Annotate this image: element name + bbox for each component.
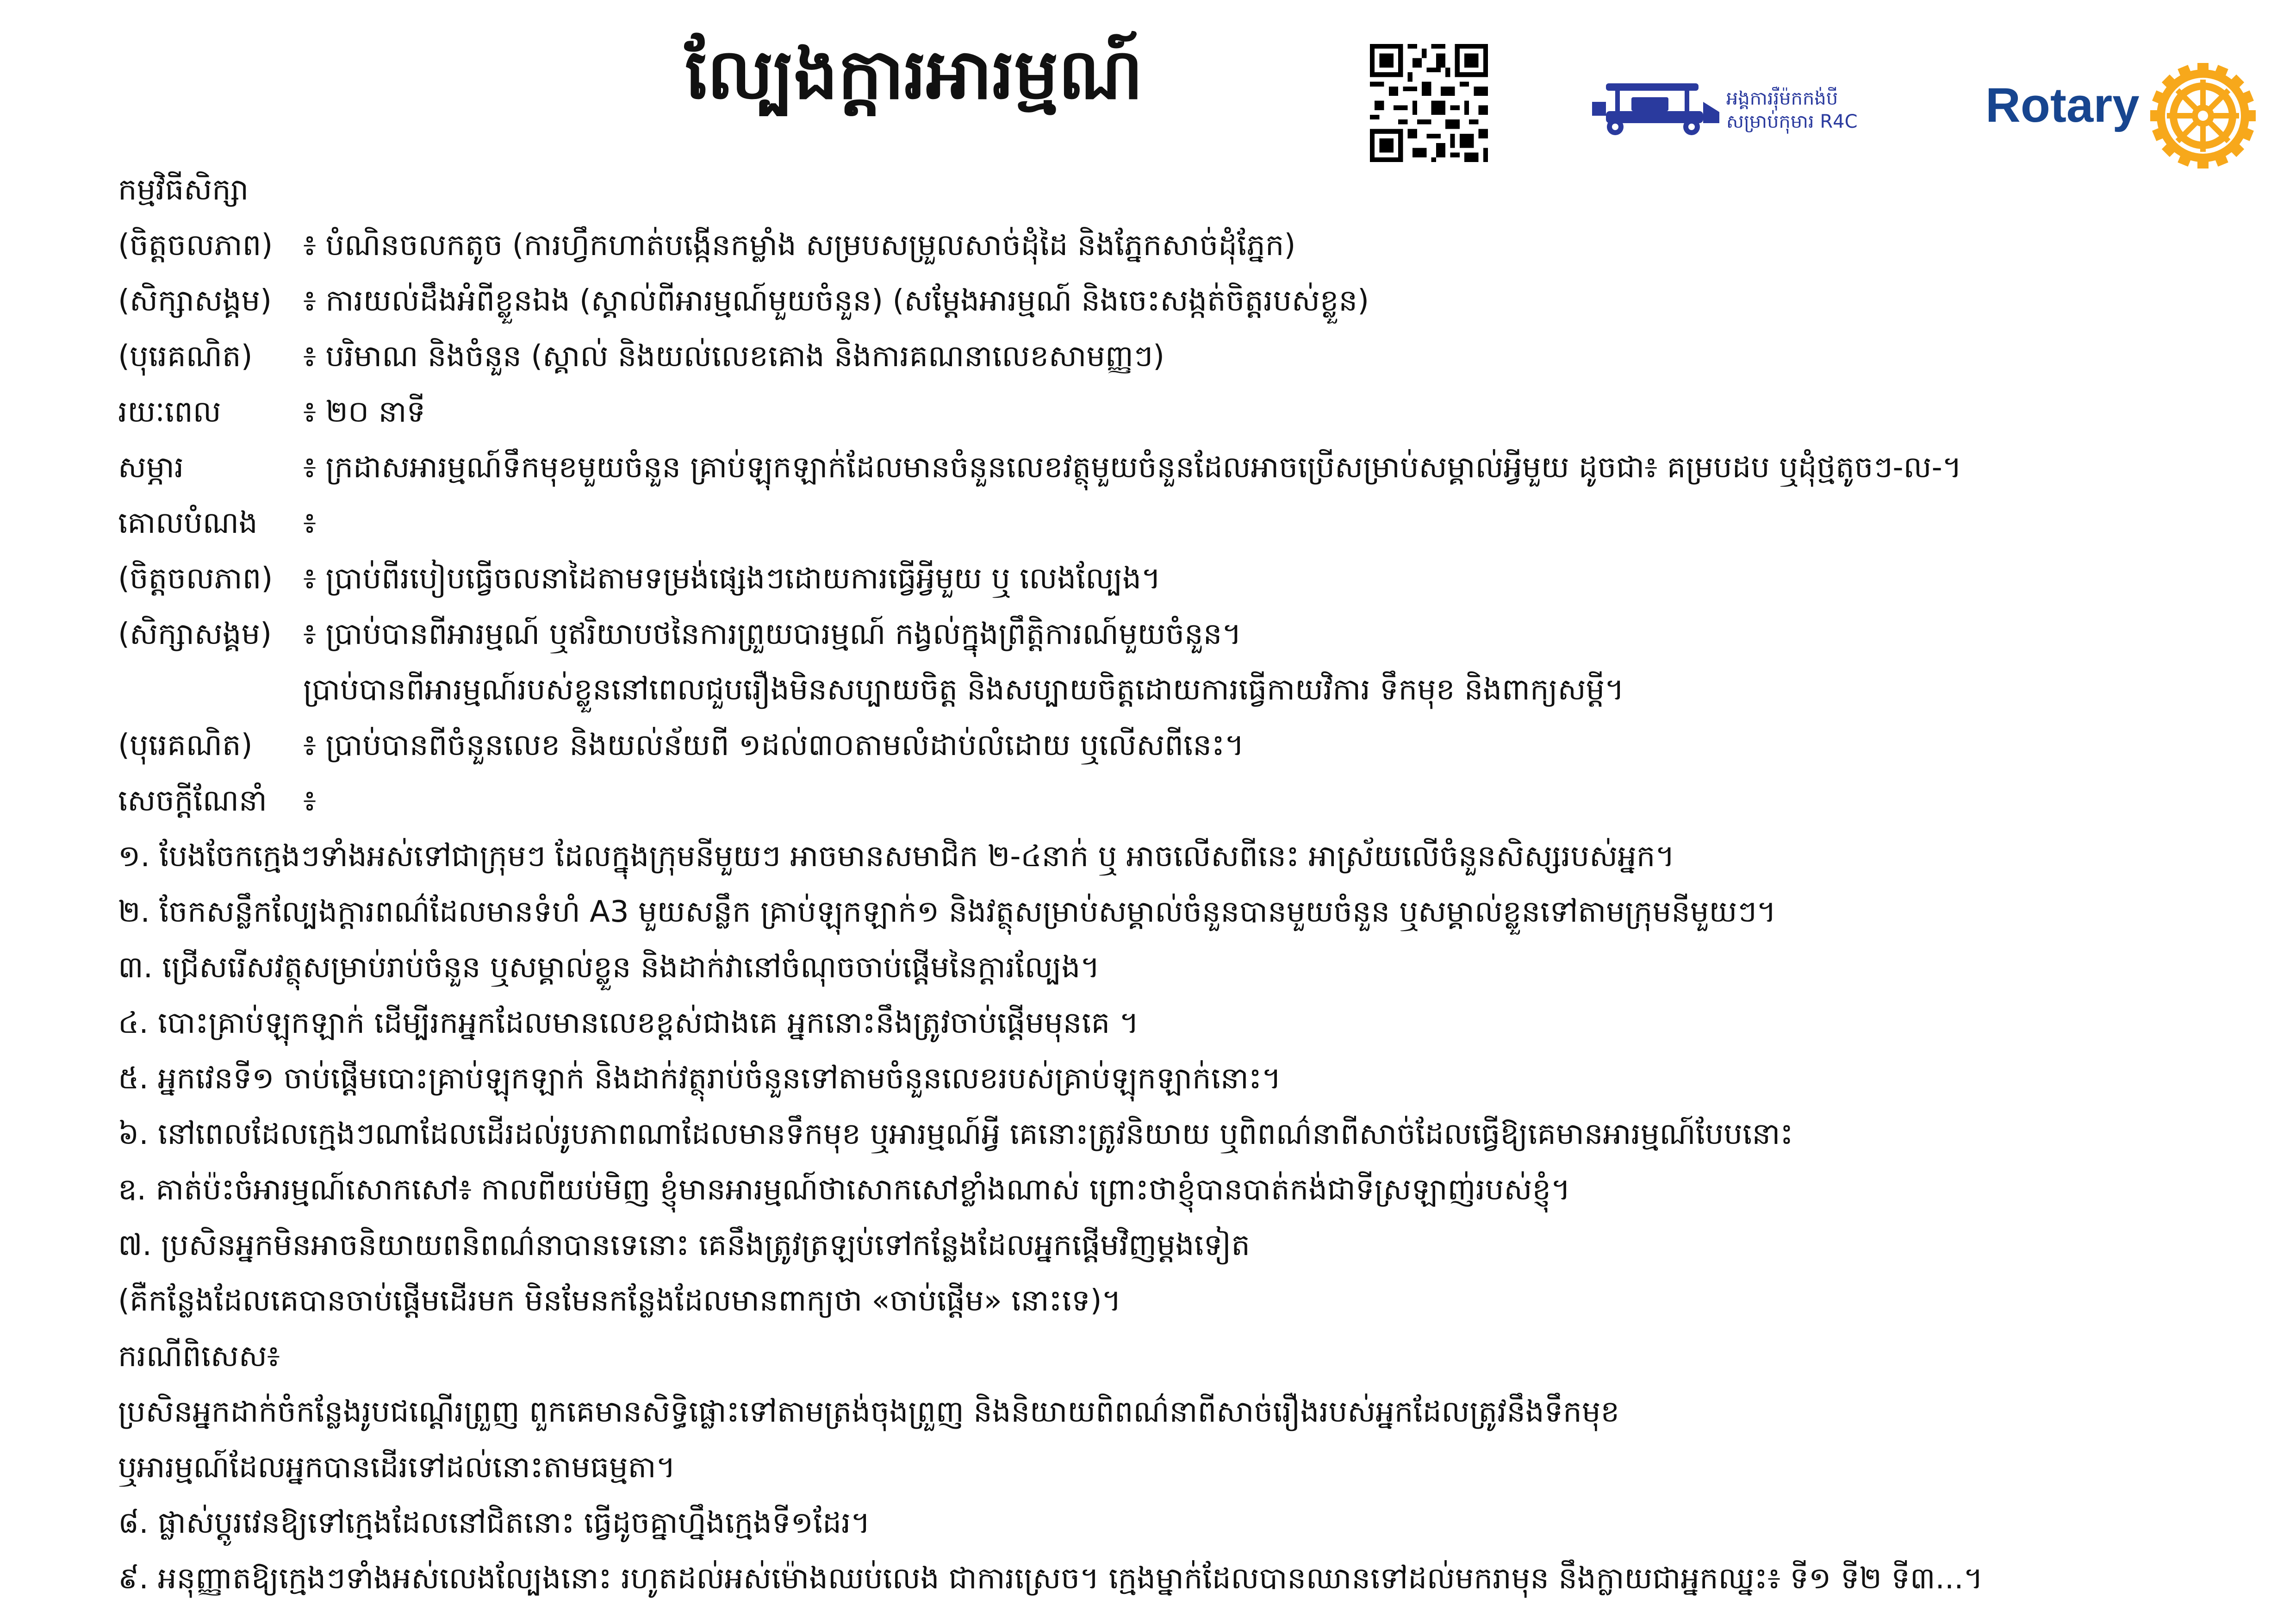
instruction-step: ១. បែងចែកក្មេងៗទាំងអស់ទៅជាក្រុមៗ ដែលក្នុងក្រុមនីមួយៗ អាចមានសមាជិក ២-៤នាក់ ឬ អាចលើសពីនេះ អាស្រ័យលើចំនួនសិស្សរបស់អ្នក។ [118, 839, 1675, 874]
page-title: ល្បែងក្តារអារម្មណ៍ [685, 33, 1143, 115]
program-item-label: (សិក្សាសង្គម) [118, 284, 272, 318]
instructions-colon: ៖ [303, 784, 317, 818]
instructions-heading-row [118, 773, 2228, 829]
objective-text: ៖ ប្រាប់បានពីអារម្មណ៍ ឬឥរិយាបថនៃការព្រួយបារម្មណ៍ កង្វល់ក្នុងព្រឹត្តិការណ៍មួយចំនួន។ [303, 617, 1242, 651]
qr-code-icon [1370, 44, 1488, 162]
objective-item [118, 551, 2228, 606]
program-item [118, 273, 2228, 329]
rotary-wordmark: Rotary [1985, 78, 2140, 132]
special-case-line: ឬអារម្មណ៍ដែលអ្នកបានដើរទៅដល់នោះតាមធម្មតា។ [118, 1450, 676, 1485]
objective-item [118, 718, 2228, 773]
program-item-text: ៖ បំណិនចលកតូច (ការហ្វឹកហាត់បង្កើនកម្លាំង សម្របសម្រួលសាច់ដុំដៃ និងភ្នែកសាច់ដុំភ្នែក) [303, 228, 1296, 262]
instruction-step: ២. ចែកសន្លឹកល្បែងក្តារពណ៌ដែលមានទំហំ A3 មួយសន្លឹក គ្រាប់ឡុកឡាក់១ និងវត្ថុសម្រាប់សម្គាល់ចំនួនបានមួយចំនួន ឬសម្គាល់ខ្លួនទៅតាមក្រុមនីមួយៗ។ [118, 895, 1776, 929]
objectives-heading-row [118, 495, 2228, 551]
objectives-heading: គោលបំណង [118, 506, 258, 540]
instruction-step: ៤. បោះគ្រាប់ឡុកឡាក់ ដើម្បីរកអ្នកដែលមានលេខខ្ពស់ជាងគេ អ្នកនោះនឹងត្រូវចាប់ផ្តើមមុនគេ ។ [118, 1006, 1139, 1040]
r4c-logo [1587, 69, 1911, 153]
duration-text: ៖ ២០ នាទី [303, 395, 426, 429]
objective-label: (ចិត្តចលភាព) [118, 562, 273, 596]
materials-text: ៖ ក្រដាសអារម្មណ៍ទឹកមុខមួយចំនួន គ្រាប់ឡុកឡាក់ដែលមានចំនួនលេខវត្ថុមួយចំនួនដែលអាចប្រើសម្រាប់សម្គាល់អ្វីមួយ ដូចជា៖ គម្របដប ឬដុំថ្មតូចៗ-ល-។ [303, 450, 1962, 485]
objective-text: ប្រាប់បានពីអារម្មណ៍របស់ខ្លួននៅពេលជួបរឿងមិនសប្បាយចិត្ត និងសប្បាយចិត្តដោយការធ្វើកាយវិការ ទឹកមុខ និងពាក្យសម្តី។ [303, 673, 1624, 707]
objective-item-continued [118, 662, 2228, 718]
program-item-text: ៖ ការយល់ដឹងអំពីខ្លួនឯង (ស្គាល់ពីអារម្មណ៍មួយចំនួន) (សម្តែងអារម្មណ៍ និងចេះសង្កត់ចិត្តរបស់ខ្លួន) [303, 284, 1369, 318]
page-header [0, 0, 2296, 153]
materials-row [118, 440, 2228, 495]
program-heading: កម្មវិធីសិក្សា [118, 173, 249, 207]
document-body [118, 162, 2228, 1606]
rotary-wheel-icon [2150, 62, 2256, 169]
objective-item [118, 606, 2228, 662]
duration-row [118, 384, 2228, 440]
objective-label: (សិក្សាសង្គម) [118, 617, 272, 651]
instruction-step: ៨. ផ្លាស់ប្តូរវេនឱ្យទៅក្មេងដែលនៅជិតនោះ ធ្វើដូចគ្នាហ្នឹងក្មេងទី១ដែរ។ [118, 1506, 871, 1540]
special-case-line: ប្រសិនអ្នកដាក់ចំកន្លែងរូបជណ្តើរព្រួញ ពួកគេមានសិទ្ធិផ្លោះទៅតាមត្រង់ចុងព្រួញ និងនិយាយពិពណ៌នាពីសាច់រឿងរបស់អ្នកដែលត្រូវនឹងទឹកមុខ [118, 1395, 1620, 1429]
duration-label: រយៈពេល [118, 395, 221, 429]
program-item-text: ៖ បរិមាណ និងចំនួន (ស្គាល់ និងយល់លេខគោង និងការគណនាលេខសាមញ្ញៗ) [303, 339, 1165, 374]
program-item-label: (ចិត្តចលភាព) [118, 228, 273, 262]
rotary-logo [1985, 60, 2263, 176]
objective-label: (បុរេគណិត) [118, 728, 253, 762]
objective-text: ៖ ប្រាប់បានពីចំនួនលេខ និងយល់ន័យពី ១ដល់៣០តាមលំដាប់លំដោយ ឬលើសពីនេះ។ [303, 728, 1244, 762]
program-item [118, 218, 2228, 273]
instruction-step: ៣. ជ្រើសរើសវត្ថុសម្រាប់រាប់ចំនួន ឬសម្គាល់ខ្លួន និងដាក់វានៅចំណុចចាប់ផ្តើមនៃក្តារល្បែង។ [118, 950, 1100, 985]
instructions-heading: សេចក្តីណែនាំ [118, 784, 267, 818]
instruction-step: ៩. អនុញ្ញាតឱ្យក្មេងៗទាំងអស់លេងល្បែងនោះ រហូតដល់អស់ម៉ោងឈប់លេង ជាការស្រេច។ ក្មេងម្នាក់ដែលបានឈានទៅដល់មករាមុន នឹងក្លាយជាអ្នកឈ្នះ៖ ទី១ ទី២ ទី៣...។ [118, 1562, 1983, 1596]
instruction-step: ៧. ប្រសិនអ្នកមិនអាចនិយាយពនិពណ៌នាបានទេនោះ គេនឹងត្រូវត្រឡប់ទៅកន្លែងដែលអ្នកផ្តើមវិញម្តងទៀត [118, 1228, 1251, 1262]
tuk-tuk-icon [1587, 69, 1722, 139]
objective-text: ៖ ប្រាប់ពីរបៀបធ្វើចលនាដៃតាមទម្រង់ផ្សេងៗដោយការធ្វើអ្វីមួយ ឬ លេងល្បែង។ [303, 562, 1161, 596]
instruction-example: ឧ. គាត់ប៉ះចំអារម្មណ៍សោកសៅ៖ កាលពីយប់មិញ ខ្ញុំមានអារម្មណ៍ថាសោកសៅខ្លាំងណាស់ ព្រោះថាខ្ញុំបានបាត់កង់ជាទីស្រឡាញ់របស់ខ្ញុំ។ [118, 1173, 1571, 1207]
instruction-step: ៥. អ្នកវេនទី១ ចាប់ផ្តើមបោះគ្រាប់ឡុកឡាក់ និងដាក់វត្ថុរាប់ចំនួនទៅតាមចំនួនលេខរបស់គ្រាប់ឡុកឡាក់នោះ។ [118, 1062, 1282, 1096]
instruction-step: ៦. នៅពេលដែលក្មេងៗណាដែលដើរដល់រូបភាពណាដែលមានទឹកមុខ ឬអារម្មណ៍អ្វី គេនោះត្រូវនិយាយ ឬពិពណ៌នាពីសាច់ដែលធ្វើឱ្យគេមានអារម្មណ៍បែបនោះ [118, 1117, 1793, 1151]
objectives-colon: ៖ [303, 506, 317, 540]
r4c-line2: សម្រាប់កុមារ R4C [1726, 111, 1858, 132]
r4c-line1: អង្គការរ៉ឺម៉កកង់បី [1726, 88, 1838, 109]
program-item [118, 329, 2228, 384]
program-item-label: (បុរេគណិត) [118, 339, 253, 374]
instruction-note: (គឺកន្លែងដែលគេបានចាប់ផ្តើមដើរមក មិនមែនកន្លែងដែលមានពាក្យថា «ចាប់ផ្តើម» នោះទេ)។ [118, 1284, 1121, 1318]
materials-label: សម្ភារ [118, 450, 184, 485]
special-case-heading: ករណីពិសេស៖ [118, 1339, 280, 1374]
